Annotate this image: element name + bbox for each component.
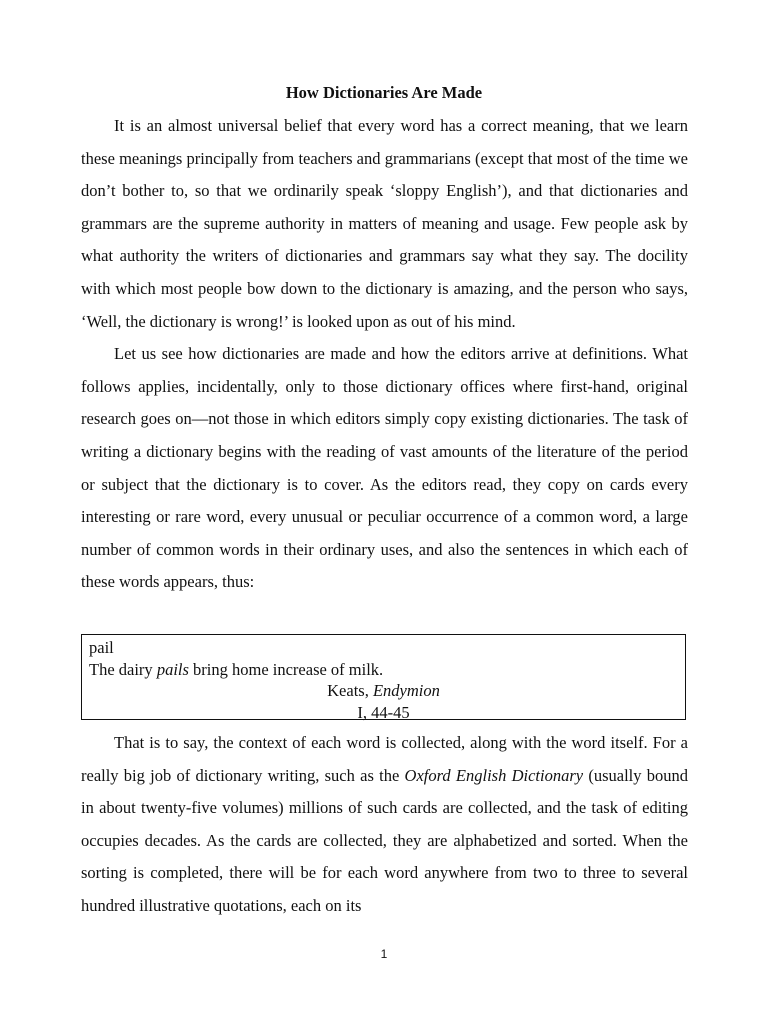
page-number: 1 (380, 947, 388, 961)
card-headword: pail (89, 638, 114, 657)
card-reference: I, 44-45 (357, 702, 410, 722)
body-text-bottom (81, 727, 688, 923)
card-quote-after: bring home increase of milk. (188, 659, 384, 679)
card-quote-before: The dairy (89, 659, 157, 679)
paragraph-3-after: (usually bound in about twenty-five volumes) millions of such cards are collected, and the task of editing occupies decades. As the cards are collected, they are alphabetized and sorted. When the sorting is completed, there will be for each word anywhere from two to three to several hundred illustrative quotations, each on its (81, 765, 688, 915)
card-source (89, 680, 678, 702)
paragraph-3-italic: Oxford English Dictionary (404, 765, 584, 785)
paragraph-3-before: That is to say, the context of each word is collected, along with the word itself. For a really big job of dictionary writing, such as the (81, 733, 688, 785)
body-text-top (81, 110, 688, 599)
page-title: How Dictionaries Are Made (285, 83, 483, 102)
citation-card (81, 634, 686, 720)
card-work: Endymion (372, 681, 440, 700)
card-quote-italic: pails (156, 659, 189, 679)
card-quotation (89, 659, 678, 681)
paragraph-1: It is an almost universal belief that every word has a correct meaning, that we learn these meanings principally from teachers and grammarians (except that most of the time we don’t bother to, so that we ordinarily speak ‘sloppy English’), and that dictionaries and grammars are the supreme authority in matters of meaning and usage. Few people ask by what authority the writers of dictionaries and grammars say what they say. The docility with which most people bow down to the dictionary is amazing, and the person who says, ‘Well, the dictionary is wrong!’ is looked upon as out of his mind. (81, 116, 688, 331)
paragraph-3 (81, 727, 688, 923)
paragraph-2: Let us see how dictionaries are made and how the editors arrive at definitions. What follows applies, incidentally, only to those dictionary offices where first-hand, original research goes on—not those in which editors simply copy existing dictionaries. The task of writing a dictionary begins with the reading of vast amounts of the literature of the period or subject that the dictionary is to cover. As the editors read, they copy on cards every interesting or rare word, every unusual or peculiar occurrence of a common word, a large number of common words in their ordinary uses, and also the sentences in which each of these words appears, thus: (81, 344, 688, 592)
card-author: Keats, (327, 681, 373, 700)
